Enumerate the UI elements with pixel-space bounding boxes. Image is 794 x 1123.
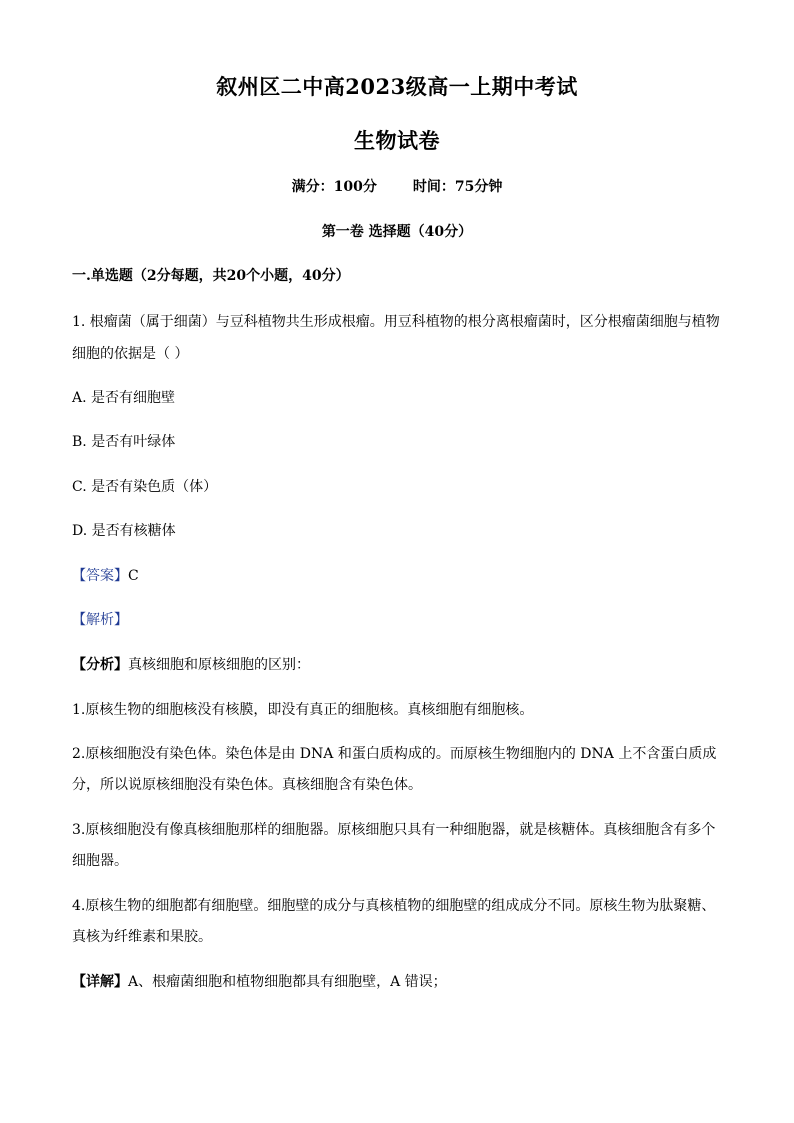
option-c: C. 是否有染色质（体） bbox=[72, 479, 218, 495]
analysis-point-3-line-1: 3.原核细胞没有像真核细胞那样的细胞器。原核细胞只具有一种细胞器，就是核糖体。真核细胞含有多个 bbox=[72, 822, 716, 838]
analysis-point-3-line-2: 细胞器。 bbox=[72, 853, 128, 869]
answer-line bbox=[72, 565, 139, 585]
time-info: 时间：75分钟 bbox=[412, 179, 503, 195]
answer-tag: 【答案】 bbox=[72, 568, 128, 584]
analysis-tag: 【解析】 bbox=[72, 612, 128, 628]
option-a: A. 是否有细胞壁 bbox=[72, 390, 176, 406]
analysis-point-2-line-2: 分，所以说原核细胞没有染色体。真核细胞含有染色体。 bbox=[72, 777, 422, 793]
analysis-point-2-line-1: 2.原核细胞没有染色体。染色体是由 DNA 和蛋白质构成的。而原核生物细胞内的 DNA 上不含蛋白质成 bbox=[72, 746, 717, 762]
fenxi-text: 真核细胞和原核细胞的区别： bbox=[128, 657, 310, 673]
detail-tag: 【详解】 bbox=[72, 974, 128, 990]
exam-title: 叙州区二中高2023级高一上期中考试 bbox=[216, 74, 578, 99]
question-stem-line-2: 细胞的依据是（ ） bbox=[72, 346, 189, 362]
analysis-line bbox=[72, 609, 128, 629]
question-stem-line-1: 1. 根瘤菌（属于细菌）与豆科植物共生形成根瘤。用豆科植物的根分离根瘤菌时，区分根瘤菌细胞与植物 bbox=[72, 314, 720, 330]
section-heading: 一.单选题（2分每题，共20个小题，40分） bbox=[72, 268, 350, 284]
subject-title: 生物试卷 bbox=[354, 128, 440, 153]
fenxi-tag: 【分析】 bbox=[72, 657, 128, 673]
option-d: D. 是否有核糖体 bbox=[72, 523, 176, 539]
analysis-point-4-line-1: 4.原核生物的细胞都有细胞壁。细胞壁的成分与真核植物的细胞壁的组成成分不同。原核生物为肽聚糖、 bbox=[72, 898, 716, 914]
detail-line bbox=[72, 971, 447, 991]
part-heading: 第一卷 选择题（40分） bbox=[321, 224, 473, 240]
analysis-point-1: 1.原核生物的细胞核没有核膜，即没有真正的细胞核。真核细胞有细胞核。 bbox=[72, 702, 534, 718]
option-b: B. 是否有叶绿体 bbox=[72, 434, 176, 450]
answer-value: C bbox=[128, 568, 139, 584]
detail-text: A、根瘤菌细胞和植物细胞都具有细胞壁，A 错误； bbox=[128, 974, 447, 990]
exam-meta bbox=[0, 176, 794, 196]
score-info: 满分：100分 bbox=[291, 179, 377, 195]
fenxi-line bbox=[72, 654, 310, 674]
analysis-point-4-line-2: 真核为纤维素和果胶。 bbox=[72, 929, 212, 945]
